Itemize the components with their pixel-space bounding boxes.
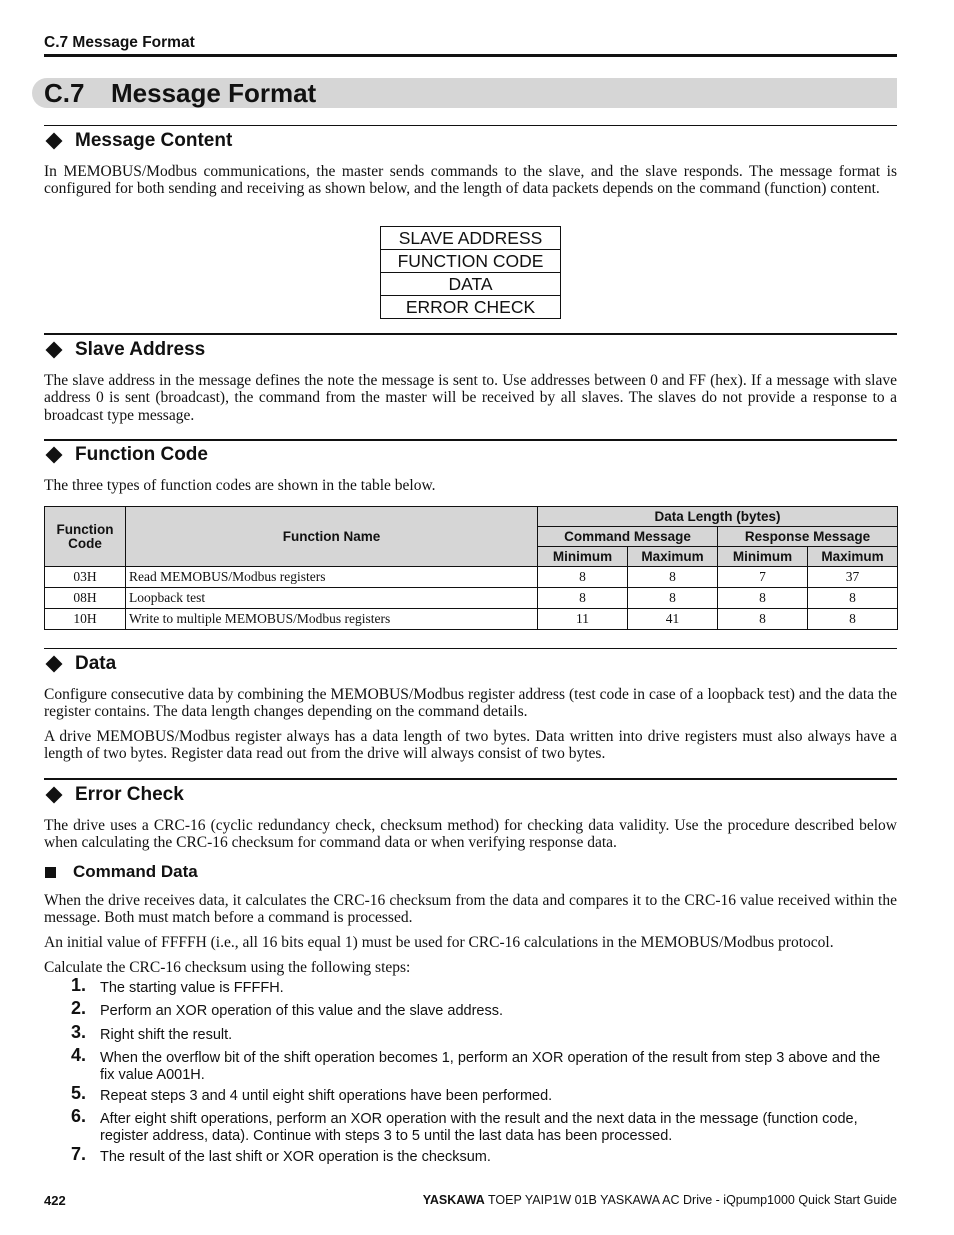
table-row [45,609,898,630]
header-rule [44,54,897,57]
step-text: When the overflow bit of the shift operation becomes 1, perform an XOR operation of the result from step 3 above and the fix value A001H. [100,1050,881,1083]
header-resp-minimum: Minimum [718,547,808,567]
paragraph: The slave address in the message defines the note the message is sent to. Use addresses between 0 and FF (hex). If a message with slave address 0 is sent (broadcast), the command from the master will be received by all slaves. The slaves do not provide a response to a broadcast type message. [44,372,897,424]
table-row [45,567,898,588]
divider-rule [44,125,897,126]
format-row-error-check: ERROR CHECK [405,297,536,317]
heading-message-content [44,130,232,152]
heading-function-code [44,444,208,466]
list-item [44,1045,897,1084]
list-item [44,1083,897,1105]
section-title-text: Message Format [111,78,317,108]
heading-text: Message Content [75,130,233,151]
heading-text: Slave Address [75,339,206,360]
divider-rule [44,648,897,649]
footer-brand: YASKAWA [422,1193,485,1207]
cell-resp-max: 8 [808,609,898,630]
heading-error-check [44,784,184,806]
step-text: The result of the last shift or XOR operation is the checksum. [100,1149,491,1165]
cell-resp-max: 37 [808,567,898,588]
paragraph: Configure consecutive data by combining the MEMOBUS/Modbus register address (test code in case of a loopback test) and the data the register contains. The data length changes depending on the command details. [44,686,897,721]
paragraph: The drive uses a CRC-16 (cyclic redundancy check, checksum method) for checking data validity. Use the procedure described below when calculating the CRC-16 checksum for command data or when verifying response data. [44,817,897,852]
diamond-bullet-icon [46,656,63,673]
table-row [45,588,898,609]
step-number: 3. [71,1022,87,1042]
list-item [44,1144,897,1166]
cell-name: Write to multiple MEMOBUS/Modbus registers [126,609,538,630]
cell-name: Read MEMOBUS/Modbus registers [126,567,538,588]
footer-doc-title [423,1193,897,1207]
paragraph: Calculate the CRC-16 checksum using the following steps: [44,959,411,976]
list-item [44,998,897,1020]
cell-cmd-max: 8 [628,588,718,609]
step-number: 2. [71,998,87,1018]
page-number: 422 [44,1193,66,1208]
header-cmd-minimum: Minimum [538,547,628,567]
cell-cmd-min: 8 [538,567,628,588]
heading-text: Function Code [75,444,208,465]
step-number: 4. [71,1045,87,1065]
header-resp-maximum: Maximum [808,547,898,567]
cell-code: 10H [45,609,126,630]
header-data-length: Data Length (bytes) [538,507,898,527]
cell-code: 08H [45,588,126,609]
list-item [44,1106,897,1145]
cell-cmd-max: 41 [628,609,718,630]
paragraph: In MEMOBUS/Modbus communications, the master sends commands to the slave, and the slave responds. The message format is configured for both sending and receiving as shown below, and the length of data packets depends on the command (function) content. [44,163,897,198]
message-format-diagram [380,226,561,319]
step-number: 1. [71,975,87,995]
paragraph: An initial value of FFFFH (i.e., all 16 bits equal 1) must be used for CRC-16 calculations in the MEMOBUS/Modbus protocol. [44,934,834,951]
format-row-slave-address: SLAVE ADDRESS [381,227,560,250]
cell-code: 03H [45,567,126,588]
divider-rule [44,333,897,335]
list-item [44,975,897,997]
step-text: The starting value is FFFFH. [100,980,284,996]
cell-resp-min: 7 [718,567,808,588]
header-function-name: Function Name [126,507,538,567]
heading-text: Data [75,653,117,674]
divider-rule [44,778,897,780]
function-code-table [44,506,898,630]
step-text: Right shift the result. [100,1027,233,1043]
divider-rule [44,439,897,441]
header-function-code: Function Code [45,507,126,567]
diamond-bullet-icon [46,787,63,804]
step-number: 7. [71,1144,87,1164]
step-number: 5. [71,1083,87,1103]
header-cmd-maximum: Maximum [628,547,718,567]
header-response-message: Response Message [718,527,898,547]
section-title-bar [32,78,897,108]
square-bullet-icon [45,867,56,878]
cell-cmd-min: 11 [538,609,628,630]
running-header: C.7 Message Format [44,34,195,51]
diamond-bullet-icon [46,447,63,464]
cell-resp-max: 8 [808,588,898,609]
step-text: Repeat steps 3 and 4 until eight shift operations have been performed. [100,1088,553,1104]
step-text: After eight shift operations, perform an XOR operation with the result and the next data in the message (function code, register address, data). Continue with steps 3 to 5 until the last data has been processed. [100,1111,858,1144]
section-title [44,78,316,108]
format-row-data: DATA [381,273,560,296]
header-command-message: Command Message [538,527,718,547]
step-number: 6. [71,1106,87,1126]
cell-name: Loopback test [126,588,538,609]
section-number: C.7 [44,78,85,108]
heading-text: Command Data [73,862,198,881]
heading-command-data [44,862,198,882]
paragraph: A drive MEMOBUS/Modbus register always has a data length of two bytes. Data written into drive registers must also always have a length of two bytes. Register data read out from the drive will always consist of two bytes. [44,728,897,763]
paragraph: When the drive receives data, it calculates the CRC-16 checksum from the data and compares it to the CRC-16 value received within the message. Both must match before a command is processed. [44,892,897,927]
diamond-bullet-icon [46,133,63,150]
paragraph: The three types of function codes are shown in the table below. [44,477,436,494]
heading-data [44,653,116,675]
crc-steps-list [44,976,897,1166]
heading-slave-address [44,339,205,361]
cell-cmd-min: 8 [538,588,628,609]
diamond-bullet-icon [46,342,63,359]
list-item [44,1022,897,1044]
cell-resp-min: 8 [718,609,808,630]
heading-text: Error Check [75,784,184,805]
footer-doc: TOEP YAIP1W 01B YASKAWA AC Drive - iQpump1000 Quick Start Guide [488,1193,897,1207]
cell-resp-min: 8 [718,588,808,609]
cell-cmd-max: 8 [628,567,718,588]
step-text: Perform an XOR operation of this value and the slave address. [100,1003,503,1019]
format-row-function-code: FUNCTION CODE [381,250,560,273]
